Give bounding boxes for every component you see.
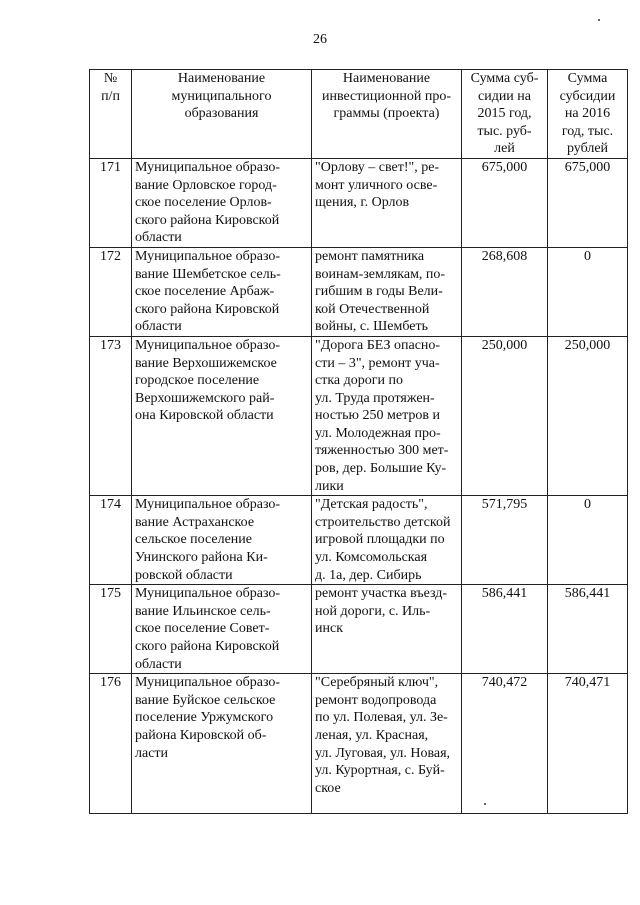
municipality-name: Муниципальное образо- вание Шембетское сель- ское поселение Арбаж- ского района Кировской области — [132, 247, 312, 336]
sum-2015: 740,472 — [462, 674, 548, 814]
sum-2015: 250,000 — [462, 336, 548, 495]
row-number: 175 — [90, 585, 132, 674]
table-row — [90, 674, 628, 814]
sum-2016: 740,471 — [548, 674, 628, 814]
table-row — [90, 496, 628, 585]
sum-2016: 0 — [548, 496, 628, 585]
sum-2016: 586,441 — [548, 585, 628, 674]
program-name: ремонт участка въезд- ной дороги, с. Иль- инск — [312, 585, 462, 674]
program-name: "Орлову – свет!", ре- монт уличного осве- щения, г. Орлов — [312, 158, 462, 247]
sum-2015: 675,000 — [462, 158, 548, 247]
table-row — [90, 158, 628, 247]
sum-2015: 268,608 — [462, 247, 548, 336]
row-number: 172 — [90, 247, 132, 336]
scan-speck — [484, 803, 486, 805]
sum-2016: 250,000 — [548, 336, 628, 495]
header-number: № п/п — [90, 70, 132, 159]
program-name: "Серебряный ключ", ремонт водопровода по ул. Полевая, ул. Зе- леная, ул. Красная, ул. Луговая, ул. Новая, ул. Курортная, с. Буй- ское — [312, 674, 462, 814]
row-number: 173 — [90, 336, 132, 495]
sum-2015: 571,795 — [462, 496, 548, 585]
header-municipality: Наименование муниципального образования — [132, 70, 312, 159]
header-sum-2015: Сумма суб- сидии на 2015 год, тыс. руб- лей — [462, 70, 548, 159]
municipality-name: Муниципальное образо- вание Верхошижемское городское поселение Верхошижемского рай- она Кировской области — [132, 336, 312, 495]
subsidy-table — [89, 69, 628, 814]
program-name: ремонт памятника воинам-землякам, по- гибшим в годы Вели- кой Отечественной войны, с. Шембеть — [312, 247, 462, 336]
header-program: Наименование инвестиционной про- граммы (проекта) — [312, 70, 462, 159]
header-sum-2016: Сумма субсидии на 2016 год, тыс. рублей — [548, 70, 628, 159]
program-name: "Детская радость", строительство детской игровой площадки по ул. Комсомольская д. 1а, дер. Сибирь — [312, 496, 462, 585]
municipality-name: Муниципальное образо- вание Ильинское сель- ское поселение Совет- ского района Кировской области — [132, 585, 312, 674]
program-name: "Дорога БЕЗ опасно- сти – 3", ремонт уча- стка дороги по ул. Труда протяжен- ностью 250 метров и ул. Молодежная про- тяженностью 300 мет- ров, дер. Большие Ку- лики — [312, 336, 462, 495]
table-header-row — [90, 70, 628, 159]
row-number: 174 — [90, 496, 132, 585]
sum-2016: 675,000 — [548, 158, 628, 247]
table-row — [90, 585, 628, 674]
row-number: 171 — [90, 158, 132, 247]
scan-speck — [598, 19, 600, 21]
row-number: 176 — [90, 674, 132, 814]
sum-2016: 0 — [548, 247, 628, 336]
table-row — [90, 336, 628, 495]
sum-2015: 586,441 — [462, 585, 548, 674]
municipality-name: Муниципальное образо- вание Буйское сельское поселение Уржумского района Кировской об- ласти — [132, 674, 312, 814]
table-row — [90, 247, 628, 336]
page-number: 26 — [313, 32, 327, 47]
municipality-name: Муниципальное образо- вание Орловское город- ское поселение Орлов- ского района Кировской области — [132, 158, 312, 247]
municipality-name: Муниципальное образо- вание Астраханское сельское поселение Унинского района Ки- ровской области — [132, 496, 312, 585]
